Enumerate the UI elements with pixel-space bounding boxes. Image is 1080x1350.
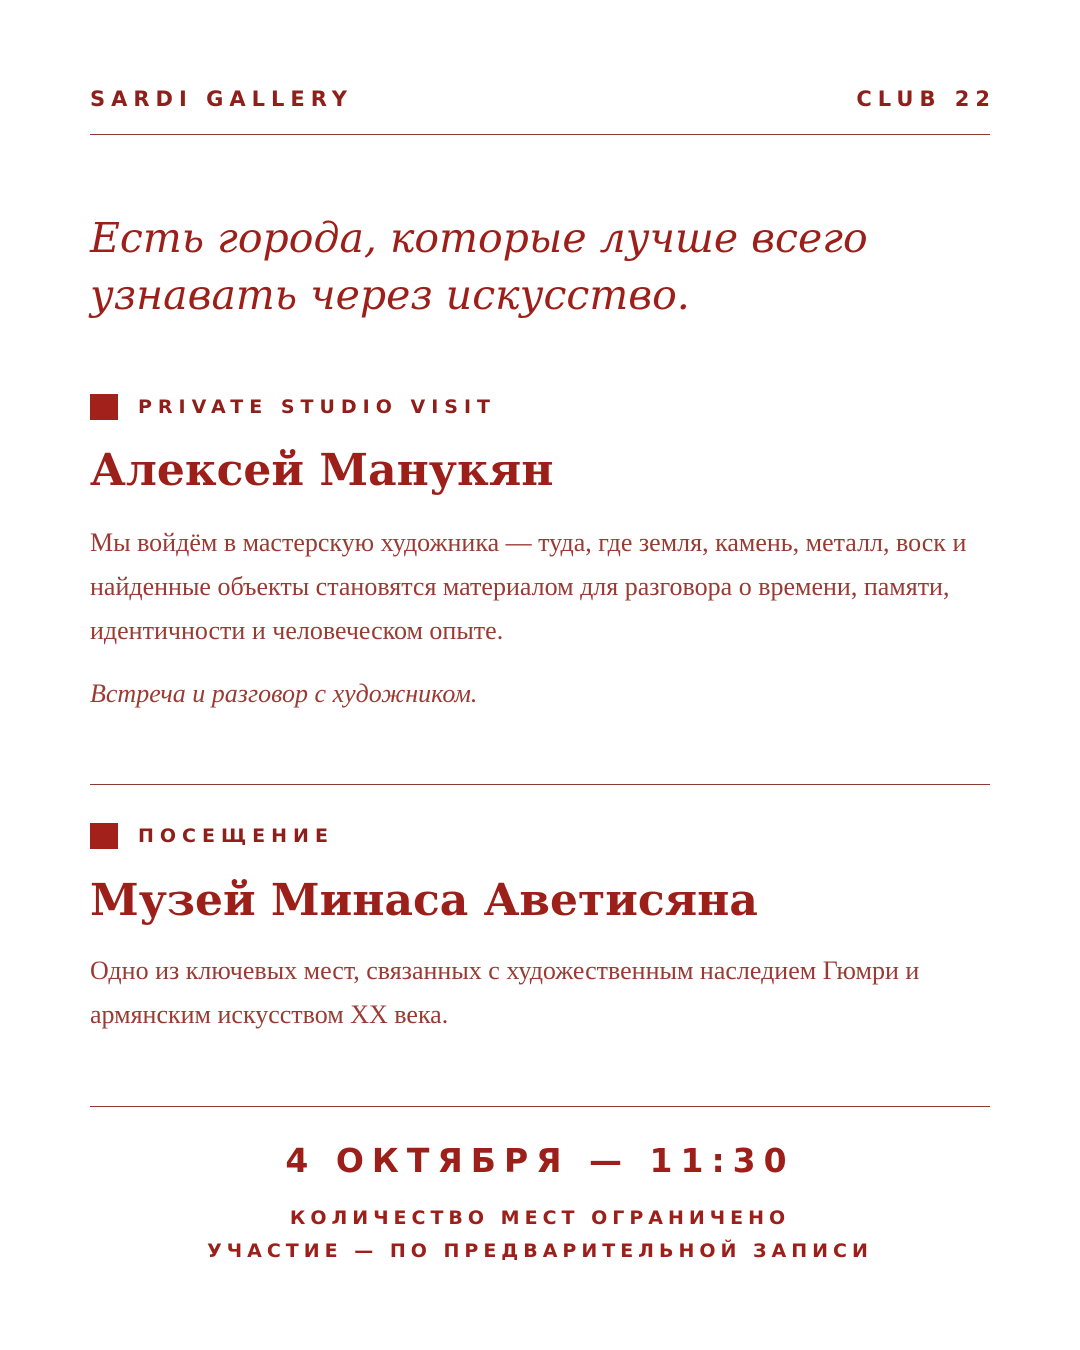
section-title-artist: Алексей Манукян (90, 445, 554, 496)
section-label-text: PRIVATE STUDIO VISIT (138, 396, 496, 418)
lead-quote: Есть города, которые лучше всего узнавать через искусство. (90, 214, 868, 319)
event-date-time: 4 ОКТЯБРЯ — 11:30 (285, 1141, 795, 1180)
section-label-text: ПОСЕЩЕНИЕ (138, 825, 334, 847)
section-description-museum: Одно из ключевых мест, связанных с художественным наследием Гюмри и армянским искусством XX века. (90, 956, 920, 1029)
square-marker-icon (90, 394, 118, 420)
section-description-studio: Мы войдём в мастерскую художника — туда, где земля, камень, металл, воск и найденные объекты становятся материалом для разговора о времени, памяти, идентичности и человеческом опыте. (90, 528, 967, 645)
divider-middle (90, 784, 990, 785)
limited-seats-notice: КОЛИЧЕСТВО МЕСТ ОГРАНИЧЕНО (289, 1207, 791, 1229)
divider-top (90, 134, 990, 135)
header (90, 84, 996, 114)
brand-name: SARDI GALLERY (90, 87, 353, 111)
section-note: Встреча и разговор с художником. (90, 679, 478, 708)
square-marker-icon (90, 823, 118, 849)
event-page (90, 0, 996, 1350)
divider-bottom (90, 1106, 990, 1107)
registration-notice: УЧАСТИЕ — ПО ПРЕДВАРИТЕЛЬНОЙ ЗАПИСИ (207, 1240, 873, 1262)
section-title-museum: Музей Минаса Аветисяна (90, 875, 758, 926)
club-name: CLUB 22 (856, 87, 996, 111)
